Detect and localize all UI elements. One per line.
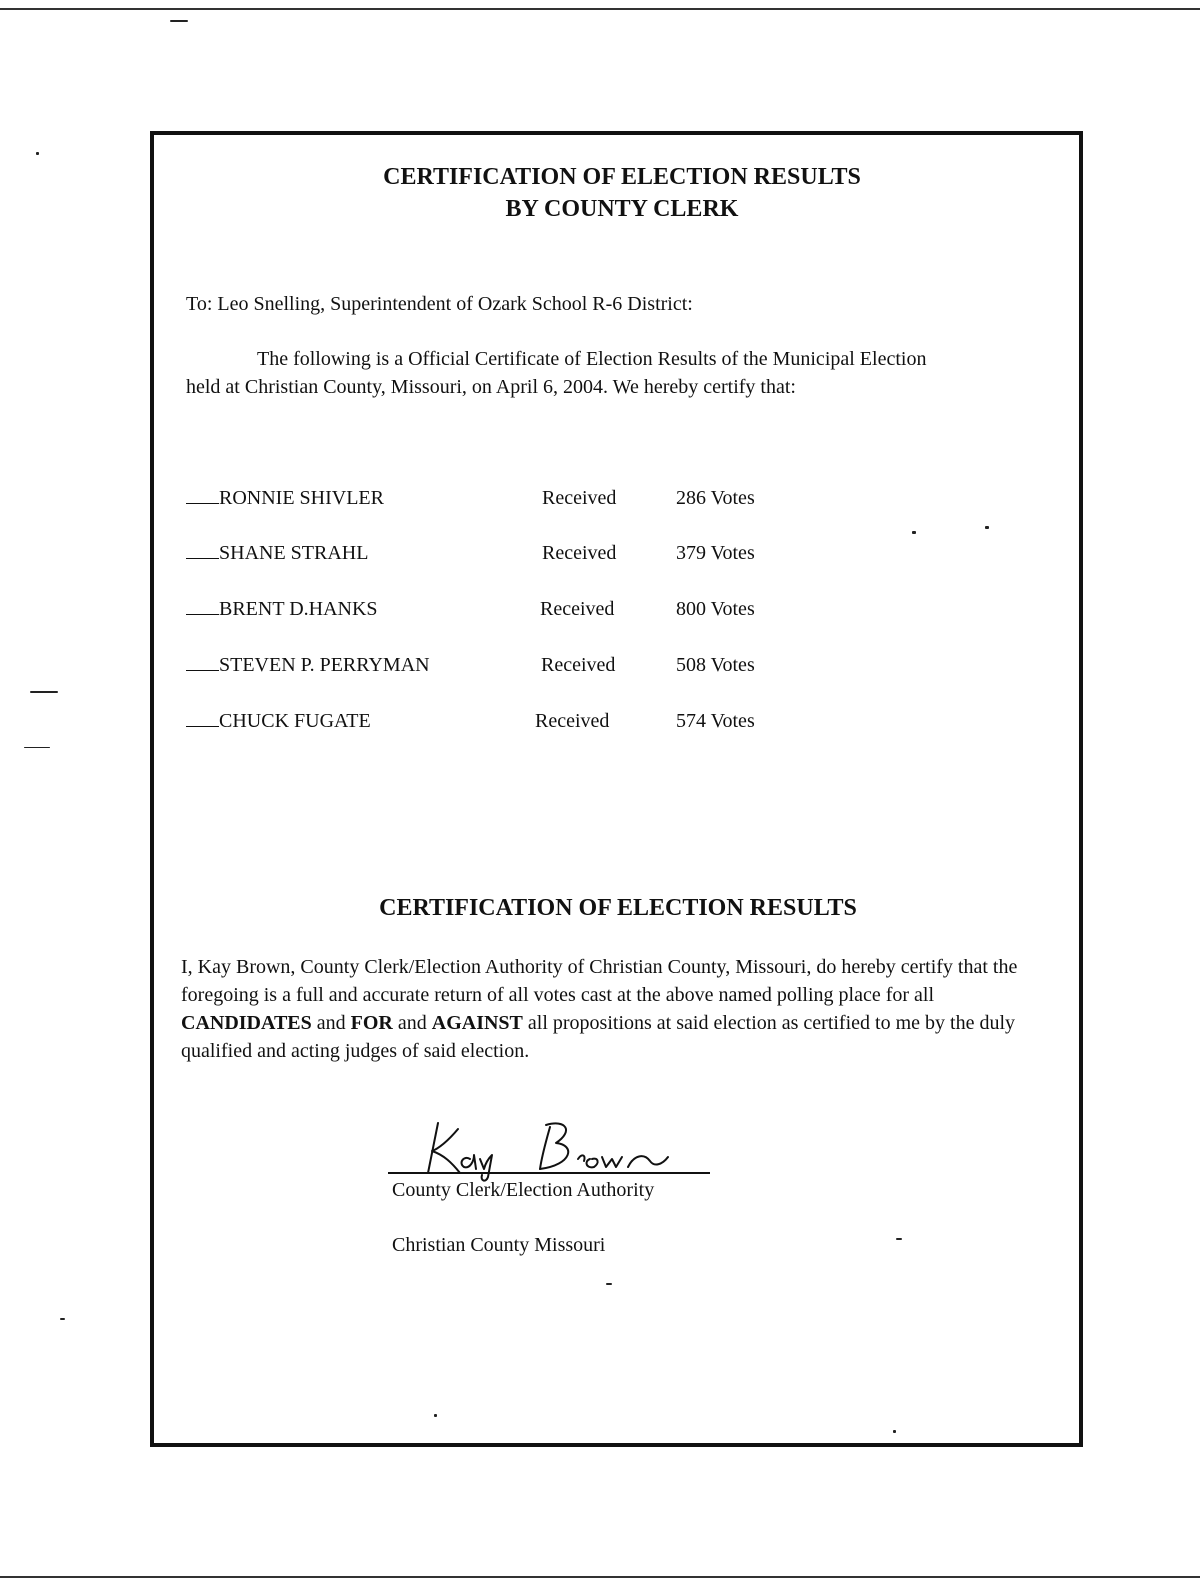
certification-paragraph bbox=[181, 953, 1061, 1065]
scan-speck bbox=[606, 1283, 612, 1285]
cert-bold-against: AGAINST bbox=[431, 1012, 523, 1034]
result-votes: 508 Votes bbox=[676, 654, 755, 676]
document-border bbox=[150, 131, 1083, 1447]
result-votes: 800 Votes bbox=[676, 598, 755, 620]
scan-speck bbox=[434, 1414, 437, 1417]
cert-bold-candidates: CANDIDATES bbox=[181, 1012, 312, 1034]
scan-speck bbox=[896, 1238, 902, 1240]
certification-title: CERTIFICATION OF ELECTION RESULTS bbox=[379, 895, 857, 921]
result-status: Received bbox=[542, 542, 617, 564]
check-blank bbox=[186, 708, 219, 727]
document-subtitle: BY COUNTY CLERK bbox=[505, 196, 739, 222]
result-row bbox=[186, 595, 378, 623]
result-row bbox=[186, 539, 368, 567]
scan-speck bbox=[170, 20, 188, 22]
intro-line-2: held at Christian County, Missouri, on April 6, 2004. We hereby certify that: bbox=[186, 376, 796, 398]
scan-speck bbox=[60, 1318, 65, 1320]
cert-text: I, Kay Brown, County Clerk/Election Authority of Christian County, Missouri, do hereby certify that the foregoing is a full and accurate return of all votes cast at the above named polling place for all bbox=[181, 956, 1018, 1006]
scan-edge-top bbox=[0, 8, 1200, 10]
cert-text: and bbox=[311, 1012, 351, 1034]
candidate-name: CHUCK FUGATE bbox=[219, 710, 371, 732]
result-votes: 286 Votes bbox=[676, 487, 755, 509]
candidate-name: SHANE STRAHL bbox=[219, 542, 369, 564]
scan-speck bbox=[912, 531, 916, 534]
check-blank bbox=[186, 652, 219, 671]
cert-bold-for: FOR bbox=[350, 1012, 393, 1034]
scan-speck bbox=[893, 1430, 896, 1433]
result-row bbox=[186, 707, 371, 735]
signature-caption: County Clerk/Election Authority bbox=[392, 1179, 655, 1201]
result-status: Received bbox=[535, 710, 610, 732]
scan-speck bbox=[30, 691, 58, 693]
scan-speck bbox=[985, 526, 989, 529]
intro-line-1: The following is a Official Certificate of Election Results of the Municipal Election bbox=[257, 348, 927, 370]
addressee-line: To: Leo Snelling, Superintendent of Ozark School R-6 District: bbox=[186, 293, 693, 315]
cert-text: all propositions at said election as certified to me by the duly qualified and acting judges of said election. bbox=[181, 1012, 1016, 1062]
result-status: Received bbox=[542, 487, 617, 509]
check-blank bbox=[186, 540, 219, 559]
signature-line bbox=[388, 1172, 710, 1174]
result-votes: 574 Votes bbox=[676, 710, 755, 732]
check-blank bbox=[186, 485, 219, 504]
signer-location: Christian County Missouri bbox=[392, 1234, 606, 1256]
scan-speck bbox=[36, 152, 39, 155]
document-title: CERTIFICATION OF ELECTION RESULTS bbox=[383, 164, 861, 190]
candidate-name: STEVEN P. PERRYMAN bbox=[219, 654, 430, 676]
scan-speck bbox=[24, 747, 50, 748]
check-blank bbox=[186, 596, 219, 615]
result-votes: 379 Votes bbox=[676, 542, 755, 564]
result-row bbox=[186, 651, 430, 679]
scan-edge-bottom bbox=[0, 1576, 1200, 1578]
result-status: Received bbox=[540, 598, 615, 620]
handwritten-signature bbox=[400, 1115, 700, 1185]
cert-text: and bbox=[392, 1012, 432, 1034]
candidate-name: RONNIE SHIVLER bbox=[219, 487, 384, 509]
candidate-name: BRENT D.HANKS bbox=[219, 598, 378, 620]
result-status: Received bbox=[541, 654, 616, 676]
result-row bbox=[186, 484, 384, 512]
